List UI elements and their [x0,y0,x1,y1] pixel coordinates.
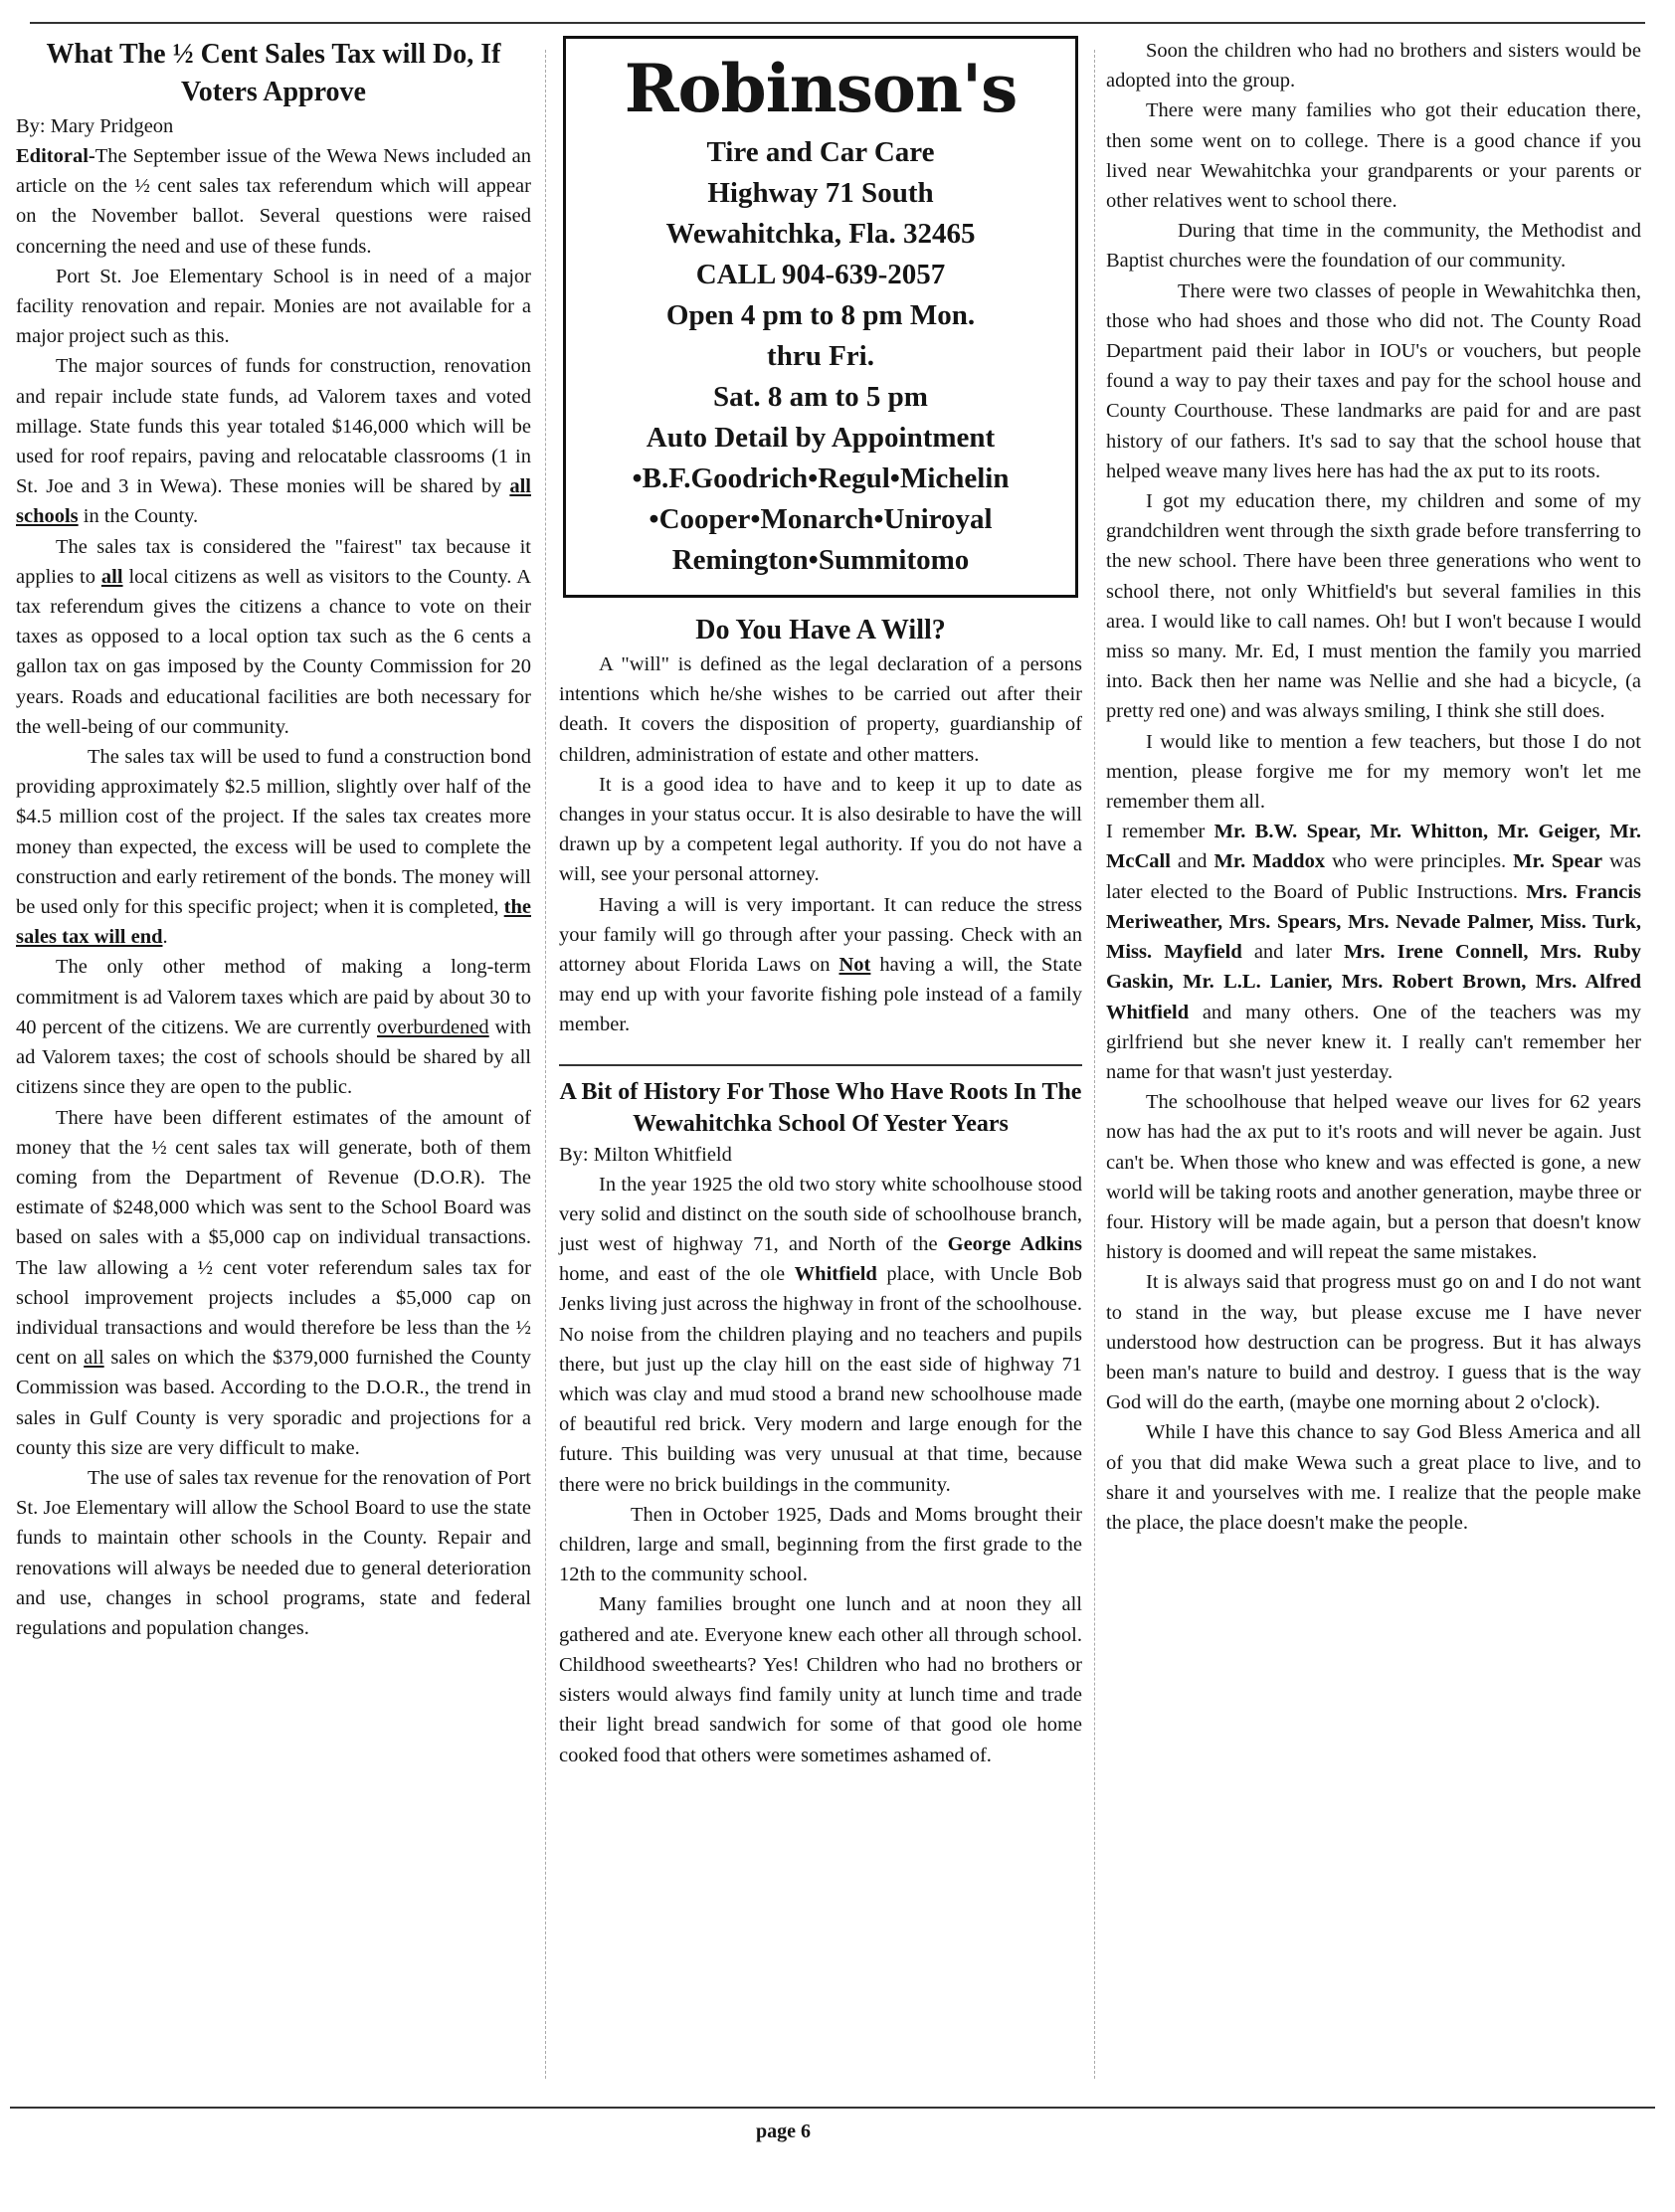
ad-line: Highway 71 South [707,177,934,209]
paragraph: The use of sales tax revenue for the renovation of Port St. Joe Elementary will allow the School Board to use the state funds to maintain other schools in the County. Repair and renovations will always be needed due to general deterioration and use, changes in school programs, state and federal regulations and population changes. [16,1466,531,1639]
paragraph: The sales tax is considered the "fairest" tax because it applies to all local citizens as well as visitors to the County. A tax referendum gives the citizens a chance to vote on their taxes as opposed to a local option tax such as the 6 cents a gallon tax on gas imposed by the County Commission for 20 years. Roads and educational facilities are both necessary for the well-being of our community. [16,535,532,738]
paragraph: I would like to mention a few teachers, but those I do not mention, please forgive me for my memory won't let me remember them all. [1106,730,1641,814]
paragraph: While I have this chance to say God Bless America and all of you that did make Wewa such a great place to live, and to share it and yourselves with me. I realize that the people make the place, the place doesn't make the people. [1106,1421,1641,1534]
paragraph: It is a good idea to have and to keep it up to date as changes in your status occur. It is also desirable to have the will drawn up by a competent legal authority. If you do not have a will, see your personal attorney. [559,773,1082,886]
paragraph: The only other method of making a long-term commitment is ad Valorem taxes which are paid by about 30 to 40 percent of the citizens. We are currently overburdened with ad Valorem taxes; the cost of schools should be shared by all citizens since they are open to the public. [16,956,531,1099]
paragraph: The major sources of funds for construction, renovation and repair include state funds, ad Valorem taxes and voted millage. State funds this year totaled $146,000 which will be used for roof repairs, paving and relocatable classrooms (1 in St. Joe and 3 in Wewa). These monies will be shared by all schools in the County. [16,355,531,528]
paragraph: Having a will is very important. It can reduce the stress your family will go through after your passing. Check with an attorney about Florida Laws on Not having a will, the State may end up with your favorite fishing pole instead of a family member. [559,893,1082,1036]
paragraph: There have been different estimates of the amount of money that the ½ cent sales tax will generate, both of them coming from the Department of Revenue (D.O.R). The estimate of $248,000 which was sent to the School Board was based on sales with a $5,000 cap on individual transactions. The law allowing a ½ cent voter referendum sales tax for school improvement projects includes a $5,000 cap on individual transactions and would therefore be less than the ½ cent on all sales on which the $379,000 furnished the County Commission was based. According to the D.O.R., the trend in sales in Gulf County is very sporadic and projections for a county this size are very difficult to make. [16,1106,531,1459]
middle-column [559,36,1082,1770]
paragraph: A "will" is defined as the legal declaration of a persons intentions which he/she wishes to be carried out after their death. It covers the disposition of property, guardianship of children, administration of estate and other matters. [559,653,1082,766]
ad-line: •Cooper•Monarch•Uniroyal [649,503,993,535]
paragraph: I remember Mr. B.W. Spear, Mr. Whitton, Mr. Geiger, Mr. McCall and Mr. Maddox who were principles. Mr. Spear was later elected to the Board of Public Instructions. Mrs. Francis Meriweather, Mrs. Spears, Mrs. Nevade Palmer, Miss. Turk, Miss. Mayfield and later Mrs. Irene Connell, Mrs. Ruby Gaskin, Mr. L.L. Lanier, Mrs. Robert Brown, Mrs. Alfred Whitfield and many others. One of the teachers was my girlfriend but she never knew it. I really can't remember her name for that wasn't just yesterday. [1106,821,1642,1083]
ad-line: Sat. 8 am to 5 pm [713,381,928,413]
article-byline: By: Mary Pridgeon [16,115,174,137]
will-title: Do You Have A Will? [695,615,946,645]
paragraph: It is always said that progress must go on and I do not want to stand in the way, but please excuse me I have never understood how destruction can be progress. But it has always been man's nature to build and destroy. I guess that is the way God will do the earth, (maybe one morning about 2 o'clock). [1106,1271,1641,1414]
paragraph: There were many families who got their education there, then some went on to college. There is a good chance if you lived near Wewahitchka your grandparents or your parents or other relatives went to school there. [1106,99,1641,213]
column-divider [545,50,546,2079]
paragraph: The sales tax will be used to fund a construction bond providing approximately $2.5 million, slightly over half of the $4.5 million cost of the project. If the sales tax creates more money than expected, the excess will be used to complete the construction and early retirement of the bonds. The money will be used only for this specific project; when it is completed, the sales tax will end. [16,746,531,949]
history-continued [1106,36,1641,1538]
bottom-rule [10,2107,1655,2109]
paragraph: Soon the children who had no brothers and sisters would be adopted into the group. [1106,40,1641,92]
history-byline: By: Milton Whitfield [559,1143,732,1166]
article-title: What The ½ Cent Sales Tax will Do, If Voters Approve [46,39,501,107]
ad-line: Open 4 pm to 8 pm Mon. [665,299,976,331]
paragraph: The schoolhouse that helped weave our lives for 62 years now has had the ax put to it's roots and will never be again. Just can't be. When those who knew and was effected is gone, a new world will be taking roots and another generation, maybe three or four. History will be made again, but a person that doesn't know history is doomed and will repeat the same mistakes. [1106,1091,1641,1264]
ad-line: Auto Detail by Appointment [646,422,996,454]
history-title: A Bit of History For Those Who Have Roots In The Wewahitchka School Of Yester Years [559,1078,1082,1137]
ad-business-name: Robinson's [624,50,1018,127]
ad-line: •B.F.Goodrich•Regul•Michelin [632,462,1010,494]
paragraph: In the year 1925 the old two story white schoolhouse stood very solid and distinct on the south side of schoolhouse branch, just west of highway 71, and North of the George Adkins home, and east of the ole Whitfield place, with Uncle Bob Jenks living just across the highway in front of the schoolhouse. No noise from the children playing and no teachers and pupils there, but just up the clay hill on the east side of highway 71 which was clay and mud stood a brand new schoolhouse made of beautiful red brick. Very modern and large enough for the future. This building was very unusual at that time, because there were no brick buildings in the community. [559,1173,1082,1496]
robinsons-advertisement [563,36,1078,598]
ad-line: Wewahitchka, Fla. 32465 [665,218,976,250]
editorial-label: Editoral- [16,145,95,167]
paragraph: There were two classes of people in Wewahitchka then, those who had shoes and those who did not. The County Road Department paid their labor in IOU's or vouchers, but people found a way to pay their taxes and pay for the school house and County Courthouse. These landmarks are paid for and are past history of our fathers. It's sad to say that the school house that helped weave many lives here has had the ax put to its roots. [1106,279,1641,482]
page-number: page 6 [756,2120,811,2142]
sales-tax-article [16,36,531,1643]
ad-line: Tire and Car Care [706,136,935,168]
column-divider [1094,50,1095,2079]
section-rule [559,1064,1082,1066]
ad-line: Remington•Summitomo [671,544,970,576]
paragraph: Editoral-The September issue of the Wewa News included an article on the ½ cent sales tax referendum which will appear on the November ballot. Several questions were raised concerning the need and use of these funds. [16,145,531,258]
paragraph: During that time in the community, the Methodist and Baptist churches were the foundation of our community. [1106,220,1641,273]
paragraph: Port St. Joe Elementary School is in need of a major facility renovation and repair. Monies are not available for a major project such as this. [16,265,531,348]
ad-line: thru Fri. [767,340,874,372]
ad-line: CALL 904-639-2057 [695,259,946,290]
paragraph: Many families brought one lunch and at noon they all gathered and ate. Everyone knew each other all through school. Childhood sweethearts? Yes! Children who had no brothers or sisters would always find family unity at lunch time and trade their light bread sandwich for some of that good ole home cooked food that others were sometimes ashamed of. [559,1593,1082,1766]
paragraph: Then in October 1925, Dads and Moms brought their children, large and small, beginning from the first grade to the 12th to the community school. [559,1503,1082,1586]
top-rule [30,22,1645,24]
paragraph: I got my education there, my children and some of my grandchildren went through the sixth grade before transferring to the new school. There have been three generations who went to school there, not only Whitfield's but several families in this area. I would like to call names. Oh! but I won't because I would miss so many. Mr. Ed, I must mention the family you married into. Back then her name was Nellie and she had a bicycle, (a pretty red one) and was always smiling, I think she still does. [1106,490,1641,723]
